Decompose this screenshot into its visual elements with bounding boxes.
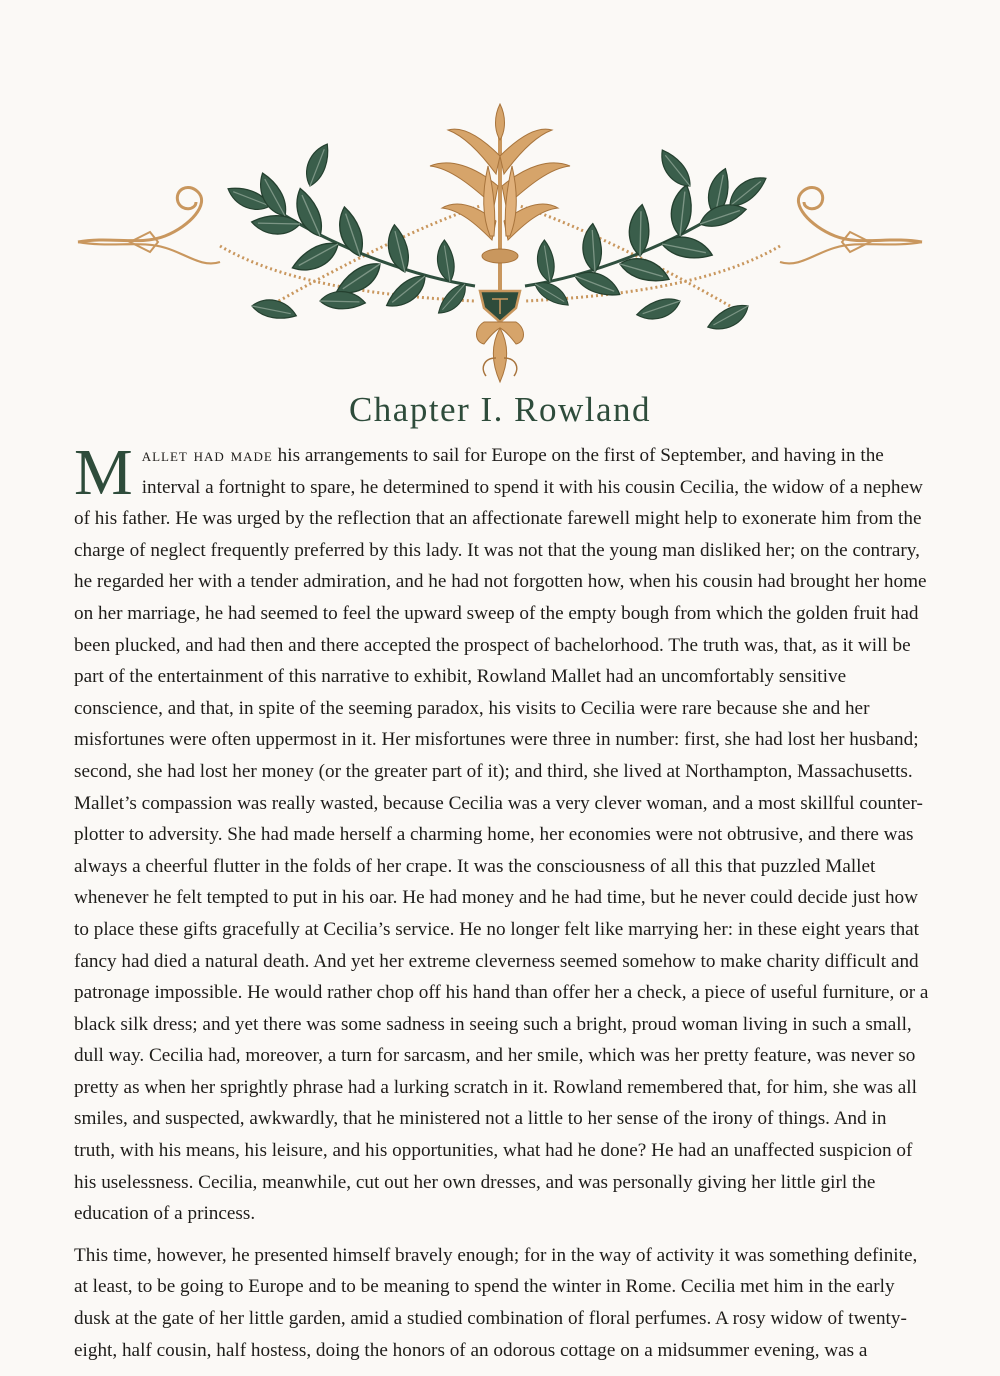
- lead-in-smallcaps: allet had made: [141, 445, 273, 466]
- chapter-body: [74, 436, 932, 1376]
- drop-cap: M: [74, 436, 133, 509]
- paragraph-1: [74, 436, 932, 1230]
- paragraph-1-text: his arrangements to sail for Europe on the first of September, and having in the interval a fortnight to spare, he determined to spend it with his cousin Cecilia, the widow of a nephew of his father. He was urged by the reflection that an affectionate farewell might help to exonerate him from the charge of neglect frequently preferred by this lady. It was not that the young man disliked her; on the contrary, he regarded her with a tender admiration, and he had not forgotten how, when his cousin had brought her home on her marriage, he had seemed to feel the upward sweep of the empty bough from which the golden fruit had been plucked, and had then and there accepted the prospect of bachelorhood. The truth was, that, as it will be part of the entertainment of this narrative to exhibit, Rowland Mallet had an uncomfortably sensitive conscience, and that, in spite of the seeming paradox, his visits to Cecilia were rare because she and her misfortunes were often uppermost in it. Her misfortunes were three in number: first, she had lost her husband; second, she had lost her money (or the greater part of it); and third, she lived at Northampton, Massachusetts. Mallet’s compassion was really wasted, because Cecilia was a very clever woman, and a most skillful counter-plotter to adversity. She had made herself a charming home, her economies were not obtrusive, and there was always a cheerful flutter in the folds of her crape. It was the consciousness of all this that puzzled Mallet whenever he felt tempted to put in his oar. He had money and he had time, but he never could decide just how to place these gifts gracefully at Cecilia’s service. He no longer felt like marrying her: in these eight years that fancy had died a natural death. And yet her extreme cleverness seemed somehow to make charity difficult and patronage impossible. He would rather chop off his hand than offer her a check, a piece of useful furniture, or a black silk dress; and yet there was some sadness in seeing such a bright, proud woman living in such a small, dull way. Cecilia had, moreover, a turn for sarcasm, and her smile, which was her pretty feature, was never so pretty as when her sprightly phrase had a lurking scratch in it. Rowland remembered that, for him, she was all smiles, and suspected, awkwardly, that he ministered not a little to her sense of the irony of things. And in truth, with his means, his leisure, and his opportunities, what had he done? He had an unaffected suspicion of his uselessness. Cecilia, meanwhile, cut out her own dresses, and was personally giving her little girl the education of a princess.: [74, 445, 929, 1225]
- paragraph-2: This time, however, he presented himself bravely enough; for in the way of activity it was something definite, at least, to be going to Europe and to be meaning to spend the winter in Rome. Cecilia met him in the early dusk at the gate of her little garden, amid a studied combination of floral perfumes. A rosy widow of twenty-eight, half cousin, half hostess, doing the honors of an odorous cottage on a midsummer evening, was a: [74, 1244, 918, 1361]
- chapter-title: Chapter I. Rowland: [348, 390, 652, 429]
- acanthus-laurel-ornament-icon: [70, 96, 930, 388]
